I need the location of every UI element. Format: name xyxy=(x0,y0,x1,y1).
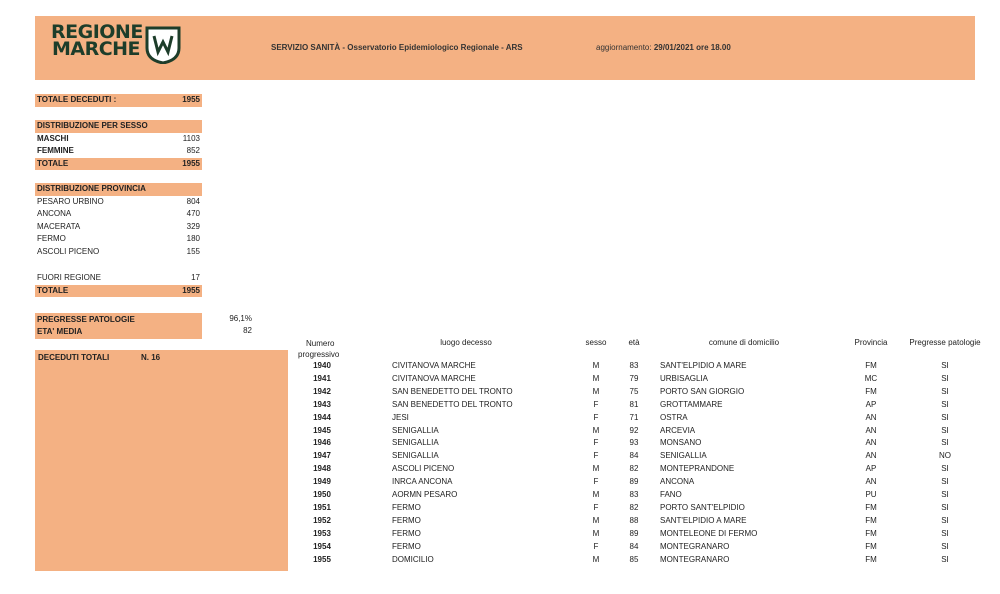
cell-luogo: FERMO xyxy=(392,502,421,512)
cell-provincia: AN xyxy=(865,477,877,487)
table-row xyxy=(288,502,984,515)
cell-eta: 83 xyxy=(629,361,639,370)
cell-comune: MONTELEONE DI FERMO xyxy=(660,528,758,538)
table-row xyxy=(288,425,984,438)
cell-luogo: SAN BENEDETTO DEL TRONTO xyxy=(392,399,513,409)
sesso-title: DISTRIBUZIONE PER SESSO xyxy=(35,120,202,133)
cell-provincia: FM xyxy=(865,361,877,370)
cell-patologie: SI xyxy=(941,541,949,551)
cell-provincia: AN xyxy=(865,438,877,448)
eta-media-value: 82 xyxy=(243,326,252,335)
cell-provincia: AN xyxy=(865,451,877,461)
cell-provincia: PU xyxy=(865,490,877,500)
header-title: SERVIZIO SANITÀ - Osservatorio Epidemiologico Regionale - ARS xyxy=(271,43,523,52)
cell-provincia: MC xyxy=(864,373,878,383)
cell-numero: 1942 xyxy=(313,386,331,396)
table-row xyxy=(288,399,984,412)
cell-sesso: M xyxy=(592,373,600,383)
cell-luogo: CIVITANOVA MARCHE xyxy=(392,373,476,383)
table-row xyxy=(288,476,984,489)
cell-comune: SANT'ELPIDIO A MARE xyxy=(660,515,747,525)
cell-provincia: FM xyxy=(865,541,877,551)
cell-patologie: SI xyxy=(941,502,949,512)
cell-comune: SANT'ELPIDIO A MARE xyxy=(660,361,747,370)
header-patologie: Pregresse patologie xyxy=(909,338,981,347)
deceduti-totali-box: DECEDUTI TOTALI N. 16 xyxy=(35,350,288,571)
cell-luogo: AORMN PESARO xyxy=(392,490,458,500)
header-numero: Numero progressivo xyxy=(298,339,340,359)
cell-patologie: SI xyxy=(941,373,949,383)
table-header-row xyxy=(288,338,984,360)
cell-luogo: SENIGALLIA xyxy=(392,451,439,461)
regione-marche-emblem-icon xyxy=(145,26,181,64)
cell-sesso: M xyxy=(592,554,600,564)
provincia-row: ANCONA 470 xyxy=(37,209,200,218)
sesso-row: FEMMINE 852 xyxy=(37,146,200,155)
cell-sesso: M xyxy=(592,386,600,396)
cell-eta: 85 xyxy=(629,554,639,564)
patologie-box: PREGRESSE PATOLOGIE ETA' MEDIA xyxy=(35,313,202,339)
fuori-regione-row: FUORI REGIONE 17 xyxy=(37,273,200,282)
provincia-row: MACERATA 329 xyxy=(37,221,200,231)
cell-comune: GROTTAMMARE xyxy=(660,399,723,409)
cell-eta: 79 xyxy=(629,373,639,383)
provincia-row: ASCOLI PICENO 155 xyxy=(37,246,200,256)
cell-luogo: DOMICILIO xyxy=(392,554,434,564)
table-row xyxy=(288,554,984,567)
cell-patologie: SI xyxy=(941,477,949,487)
logo-text: REGIONE MARCHE xyxy=(51,21,143,60)
cell-comune: MONTEGRANARO xyxy=(660,541,730,551)
cell-numero: 1944 xyxy=(313,412,331,422)
cell-comune: ARCEVIA xyxy=(660,425,696,435)
cell-eta: 84 xyxy=(629,451,639,461)
cell-sesso: F xyxy=(593,451,599,461)
table-row xyxy=(288,541,984,554)
cell-patologie: SI xyxy=(941,412,949,422)
cell-comune: MONSANO xyxy=(660,438,702,448)
cell-sesso: M xyxy=(592,361,600,370)
cell-patologie: SI xyxy=(941,490,949,500)
header-luogo: luogo decesso xyxy=(440,338,492,347)
table-row xyxy=(288,528,984,541)
cell-comune: ANCONA xyxy=(660,477,695,487)
table-row xyxy=(288,412,984,425)
cell-comune: URBISAGLIA xyxy=(660,373,709,383)
cell-patologie: SI xyxy=(941,464,949,474)
table-row xyxy=(288,463,984,476)
deceduti-table xyxy=(288,338,984,567)
cell-patologie: SI xyxy=(941,386,949,396)
cell-sesso: F xyxy=(593,412,599,422)
cell-numero: 1955 xyxy=(313,554,331,564)
header-comune: comune di domicilio xyxy=(708,338,780,347)
cell-comune: MONTEGRANARO xyxy=(660,554,730,564)
table-row xyxy=(288,489,984,502)
cell-eta: 75 xyxy=(629,386,639,396)
cell-eta: 92 xyxy=(629,425,639,435)
header-band xyxy=(35,16,975,80)
cell-sesso: M xyxy=(592,425,600,435)
cell-patologie: SI xyxy=(941,399,949,409)
cell-sesso: F xyxy=(593,438,599,448)
cell-luogo: INRCA ANCONA xyxy=(392,477,453,487)
cell-provincia: AN xyxy=(865,412,877,422)
cell-sesso: F xyxy=(593,399,599,409)
cell-provincia: AN xyxy=(865,425,877,435)
cell-patologie: SI xyxy=(941,425,949,435)
header-provincia: Provincia xyxy=(854,338,888,347)
cell-luogo: SAN BENEDETTO DEL TRONTO xyxy=(392,386,513,396)
cell-comune: PORTO SAN GIORGIO xyxy=(660,386,745,396)
sesso-total: TOTALE 1955 xyxy=(35,158,202,171)
cell-eta: 82 xyxy=(629,502,639,512)
cell-luogo: SENIGALLIA xyxy=(392,438,439,448)
cell-numero: 1949 xyxy=(313,477,331,487)
cell-numero: 1948 xyxy=(313,464,331,474)
cell-provincia: FM xyxy=(865,502,877,512)
cell-sesso: M xyxy=(592,528,600,538)
cell-comune: FANO xyxy=(660,490,682,500)
cell-comune: PORTO SANT'ELPIDIO xyxy=(660,502,745,512)
cell-provincia: FM xyxy=(865,386,877,396)
cell-provincia: FM xyxy=(865,528,877,538)
cell-eta: 84 xyxy=(629,541,639,551)
cell-numero: 1953 xyxy=(313,528,331,538)
cell-luogo: FERMO xyxy=(392,541,421,551)
pregresse-patologie-value: 96,1% xyxy=(229,314,252,323)
cell-provincia: AP xyxy=(865,464,877,474)
cell-eta: 88 xyxy=(629,515,639,525)
cell-eta: 89 xyxy=(629,528,639,538)
cell-patologie: SI xyxy=(941,438,949,448)
cell-luogo: CIVITANOVA MARCHE xyxy=(392,361,476,370)
cell-numero: 1954 xyxy=(313,541,331,551)
cell-luogo: ASCOLI PICENO xyxy=(392,464,455,474)
table-row xyxy=(288,515,984,528)
cell-eta: 83 xyxy=(629,490,639,500)
cell-luogo: FERMO xyxy=(392,528,421,538)
provincia-row: PESARO URBINO 804 xyxy=(37,196,200,206)
cell-luogo: FERMO xyxy=(392,515,421,525)
provincia-row: FERMO 180 xyxy=(37,234,200,243)
cell-eta: 89 xyxy=(629,477,639,487)
cell-patologie: SI xyxy=(941,361,949,370)
provincia-title: DISTRIBUZIONE PROVINCIA xyxy=(35,183,202,196)
cell-numero: 1941 xyxy=(313,373,331,383)
cell-patologie: SI xyxy=(941,528,949,538)
cell-luogo: SENIGALLIA xyxy=(392,425,439,435)
patologie-values xyxy=(205,313,252,337)
cell-sesso: F xyxy=(593,541,599,551)
cell-numero: 1951 xyxy=(313,502,331,512)
header-update: aggiornamento: 29/01/2021 ore 18.00 xyxy=(596,43,731,52)
cell-numero: 1950 xyxy=(313,490,331,500)
cell-provincia: AP xyxy=(865,399,877,409)
cell-sesso: M xyxy=(592,515,600,525)
cell-comune: OSTRA xyxy=(660,412,688,422)
cell-numero: 1943 xyxy=(313,399,331,409)
totale-deceduti-box xyxy=(35,94,202,107)
totale-deceduti-row: TOTALE DECEDUTI : 1955 xyxy=(35,94,202,107)
table-row xyxy=(288,386,984,399)
cell-eta: 82 xyxy=(629,464,639,474)
cell-patologie: NO xyxy=(939,451,951,461)
cell-luogo: JESI xyxy=(392,412,409,422)
table-row xyxy=(288,360,984,373)
cell-patologie: SI xyxy=(941,515,949,525)
cell-comune: MONTEPRANDONE xyxy=(660,464,735,474)
table-row xyxy=(288,373,984,386)
regione-marche-logo xyxy=(51,22,181,72)
cell-numero: 1946 xyxy=(313,438,331,448)
cell-numero: 1947 xyxy=(313,451,331,461)
cell-provincia: FM xyxy=(865,515,877,525)
cell-patologie: SI xyxy=(941,554,949,564)
cell-numero: 1945 xyxy=(313,425,331,435)
sesso-row: MASCHI 1103 xyxy=(37,133,200,143)
table-row xyxy=(288,450,984,463)
header-sesso: sesso xyxy=(585,338,607,347)
provincia-total: TOTALE 1955 xyxy=(35,285,202,298)
header-eta: età xyxy=(628,338,640,347)
table-row xyxy=(288,437,984,450)
cell-sesso: F xyxy=(593,502,599,512)
cell-eta: 71 xyxy=(629,412,639,422)
cell-sesso: M xyxy=(592,464,600,474)
cell-eta: 93 xyxy=(629,438,639,448)
cell-comune: SENIGALLIA xyxy=(660,451,707,461)
distribuzione-provincia-box xyxy=(35,183,202,297)
cell-numero: 1940 xyxy=(313,361,331,370)
cell-eta: 81 xyxy=(629,399,639,409)
cell-sesso: M xyxy=(592,490,600,500)
distribuzione-sesso-box xyxy=(35,120,202,170)
cell-sesso: F xyxy=(593,477,599,487)
cell-numero: 1952 xyxy=(313,515,331,525)
cell-provincia: FM xyxy=(865,554,877,564)
